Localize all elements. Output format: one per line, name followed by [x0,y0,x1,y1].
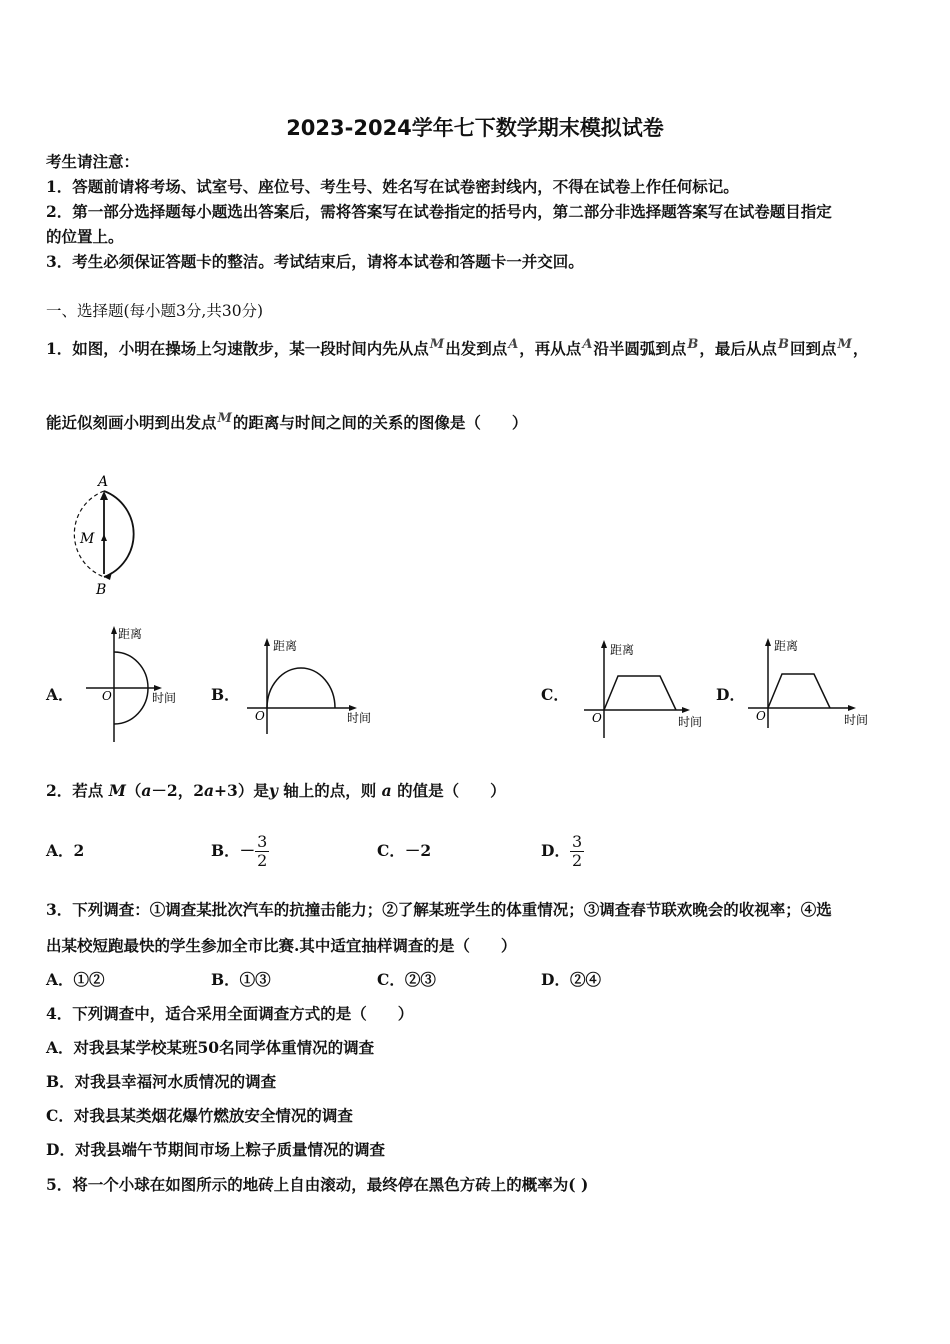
q1-option-d-label: D． [716,685,745,704]
q1-c-xlabel: 时间 [678,715,703,729]
notice-item-2: 2．第一部分选择题每小题选出答案后，需将答案写在试卷指定的括号内，第二部分非选择题答案写在试卷题目指定 [46,202,832,221]
q1-option-a-label: A． [46,685,74,704]
point-a-label: A [98,474,109,490]
q4-option-a: A．对我县某学校某班50名同学体重情况的调查 [46,1038,375,1057]
q1-b-xlabel: 时间 [347,711,372,725]
notice-item-3: 3．考生必须保证答题卡的整洁。考试结束后，请将本试卷和答题卡一并交回。 [46,252,584,271]
section-heading: 一、选择题(每小题3分,共30分) [46,302,264,320]
q3-option-c: C．②③ [377,970,436,989]
question-1-line-1: 1．如图，小明在操场上匀速散步，某一段时间内先从点$^M$出发到点$^A$，再从点$^A$沿半圆弧到点$^B$，最后从点$^B$回到点$^M$， [46,337,869,358]
q1-a-ylabel: 距离 [118,627,143,641]
q1-a-origin: O [102,689,112,703]
q2-option-c: C．－2 [377,841,432,860]
q2-option-d: D． $\frac{3}{2}$ [541,831,583,870]
q1-b-origin: O [255,709,265,723]
q1-d-origin: O [756,709,766,723]
q1-b-ylabel: 距离 [273,639,298,653]
q3-option-a: A．①② [46,970,105,989]
q1-c-ylabel: 距离 [610,643,635,657]
q1-a-xlabel: 时间 [152,691,177,705]
point-b-label: B [96,582,107,598]
question-5-stem: 5．将一个小球在如图所示的地砖上自由滚动，最终停在黑色方砖上的概率为( ) [46,1175,589,1194]
q1-d-ylabel: 距离 [774,639,799,653]
page-title: 2023-2024学年七下数学期末模拟试卷 [286,116,664,140]
q1-option-b-graph [245,630,385,735]
q1-option-a-graph [80,622,190,747]
notice-item-2-cont: 的位置上。 [46,227,124,246]
q1-option-b-label: B． [211,685,240,704]
notice-heading: 考生请注意： [46,152,140,171]
question-3-line-1: 3．下列调查：①调查某批次汽车的抗撞击能力；②了解某班学生的体重情况；③调查春节联欢晚会的收视率；④选 [46,900,832,919]
q2-option-a: A．2 [46,841,85,860]
q1-option-c-label: C． [541,685,569,704]
q2-option-b: B．－ $\frac{3}{2}$ [211,831,268,870]
q1-d-xlabel: 时间 [844,713,869,727]
question-2-stem: 2．若点 M（a－2，2a+3）是y 轴上的点，则 a 的值是（ ） [46,781,506,800]
q1-option-d-graph [746,630,876,730]
q3-option-b: B．①③ [211,970,271,989]
question-1-line-2: 能近似刻画小明到出发点$^M$的距离与时间之间的关系的图像是（ ） [46,411,528,432]
notice-item-1: 1．答题前请将考场、试室号、座位号、考生号、姓名写在试卷密封线内，不得在试卷上作任何标记。 [46,177,739,196]
q1-c-origin: O [592,711,602,725]
q3-option-d: D．②④ [541,970,601,989]
q4-option-b: B．对我县幸福河水质情况的调查 [46,1072,277,1091]
q1-option-c-graph [580,632,710,740]
q4-option-d: D．对我县端午节期间市场上粽子质量情况的调查 [46,1140,385,1159]
question-3-line-2: 出某校短跑最快的学生参加全市比赛.其中适宜抽样调查的是（ ） [46,936,517,955]
q4-option-c: C．对我县某类烟花爆竹燃放安全情况的调查 [46,1106,353,1125]
question-4-stem: 4．下列调查中，适合采用全面调查方式的是（ ） [46,1004,414,1023]
track-figure [40,470,170,600]
point-m-label: M [80,531,95,547]
